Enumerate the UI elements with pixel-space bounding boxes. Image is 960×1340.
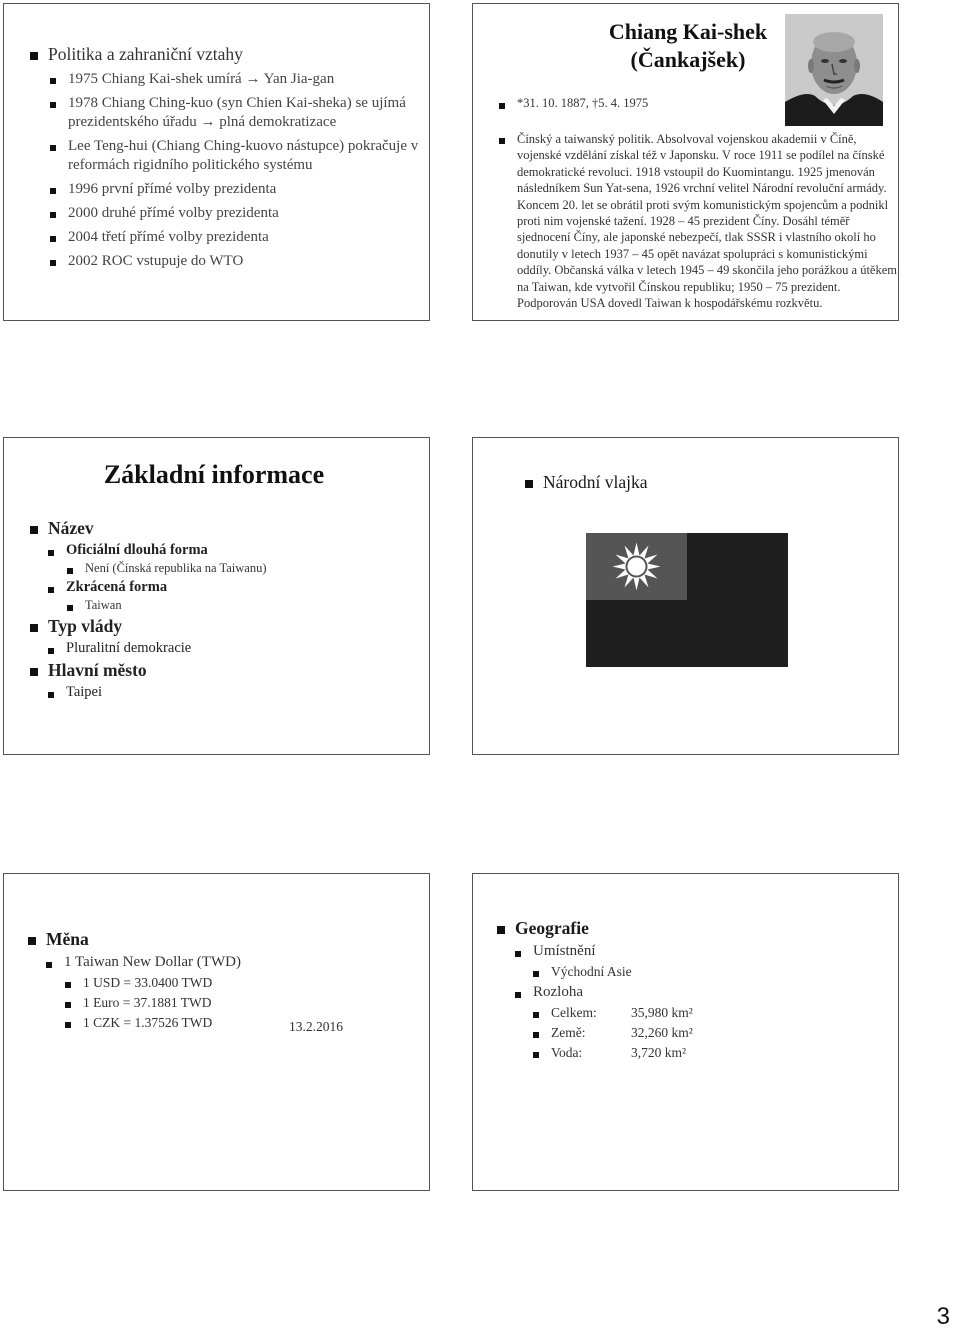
area-row [533, 1025, 693, 1041]
flag-image [586, 533, 788, 667]
list-item: 1996 první přímé volby prezidenta [50, 180, 429, 199]
list-item: Rozloha [515, 984, 693, 1001]
politics-heading: Politika a zahraniční vztahy [30, 44, 429, 65]
slide-currency [3, 873, 430, 1191]
area-row [533, 1045, 693, 1061]
title-line: Chiang Kai-shek [608, 19, 768, 44]
title-line: (Čankajšek) [630, 47, 746, 72]
page-number: 3 [936, 1303, 950, 1330]
area-value: 32,260 km² [631, 1025, 693, 1040]
area-value: 35,980 km² [631, 1005, 693, 1020]
portrait-photo [785, 14, 883, 126]
slide-chiang-kai-shek [472, 3, 899, 321]
list-item: Geografie [497, 918, 693, 939]
geography-list [497, 918, 693, 1061]
rate-date: 13.2.2016 [289, 1019, 343, 1034]
slide-title: Základní informace [103, 460, 325, 489]
list-item: Hlavní město [30, 660, 266, 681]
area-row [533, 1005, 693, 1021]
slide-title: Národní vlajka [525, 472, 647, 493]
list-item: Oficiální dlouhá forma [48, 542, 266, 559]
basic-info-list [30, 515, 266, 701]
list-item: Není (Čínská republika na Taiwanu) [67, 561, 266, 576]
list-item: 1 USD = 33.0400 TWD [65, 975, 241, 991]
list-item: Typ vlády [30, 616, 266, 637]
area-label: Voda: [551, 1045, 583, 1060]
currency-list [28, 929, 241, 1031]
list-item: 1978 Chiang Ching-kuo (syn Chien Kai-sheka) se ujímá prezidentského úřadu → plná demokratizace [50, 94, 429, 132]
list-item: Lee Teng-hui (Chiang Ching-kuovo nástupce) pokračuje v reformách rigidního politického systému [50, 137, 429, 175]
slide-national-flag [472, 437, 899, 755]
list-item: 2004 třetí přímé volby prezidenta [50, 228, 429, 247]
list-item: 2000 druhé přímé volby prezidenta [50, 204, 429, 223]
list-item: Zkrácená forma [48, 579, 266, 596]
list-item: Měna [28, 929, 241, 950]
list-item: Východní Asie [533, 964, 693, 980]
slide-politics [3, 3, 430, 321]
area-label: Země: [551, 1025, 586, 1040]
list-item: Název [30, 518, 266, 539]
biography-text: Čínský a taiwanský politik. Absolvoval vojenskou akademii v Číně, vojenské vzdělání získal též v Japonsku. V roce 1911 se podílel na čínské demokratické revoluci. 1918 vstoupil do Kuomintangu. 1925 jmenován následníkem Sun Yat-sena, 1926 vrchní velitel Národní revoluční armády. Koncem 20. let se obrátil proti svým komunistickým spojencům a podnikl proti nim vojenské tažení. 1928 – 45 prezident Číny. Dosáhl téměř sjednocení Číny, ale japonské nebezpečí, tlak SSSR i vlastního okolí ho donutily v letech 1937 – 45 opět navázat spolupráci s komunistickými oddíly. Občanská válka v letech 1945 – 49 skončila jeho porážkou a útěkem na Taiwan, kde vytvořil Čínskou republiku; 1950 – 75 prezident. Podporován USA dovedl Taiwan k hospodářskému rozkvětu. [499, 131, 899, 311]
list-item: 2002 ROC vstupuje do WTO [50, 252, 429, 271]
list-item: 1 Euro = 37.1881 TWD [65, 995, 241, 1011]
slide-title [593, 18, 783, 74]
list-item: Taipei [48, 684, 266, 701]
slide-geography [472, 873, 899, 1191]
list-item: Pluralitní demokracie [48, 640, 266, 657]
list-item: Taiwan [67, 598, 266, 613]
list-item: Umístnění [515, 943, 693, 960]
life-dates: *31. 10. 1887, †5. 4. 1975 [499, 96, 648, 111]
slide-basic-info [3, 437, 430, 755]
list-item: 1 Taiwan New Dollar (TWD) [46, 954, 241, 971]
list-item: 1 CZK = 1.37526 TWD [65, 1015, 241, 1031]
politics-list [30, 44, 429, 271]
area-value: 3,720 km² [631, 1045, 687, 1060]
list-item: 1975 Chiang Kai-shek umírá → Yan Jia-gan [50, 70, 429, 89]
area-label: Celkem: [551, 1005, 597, 1020]
